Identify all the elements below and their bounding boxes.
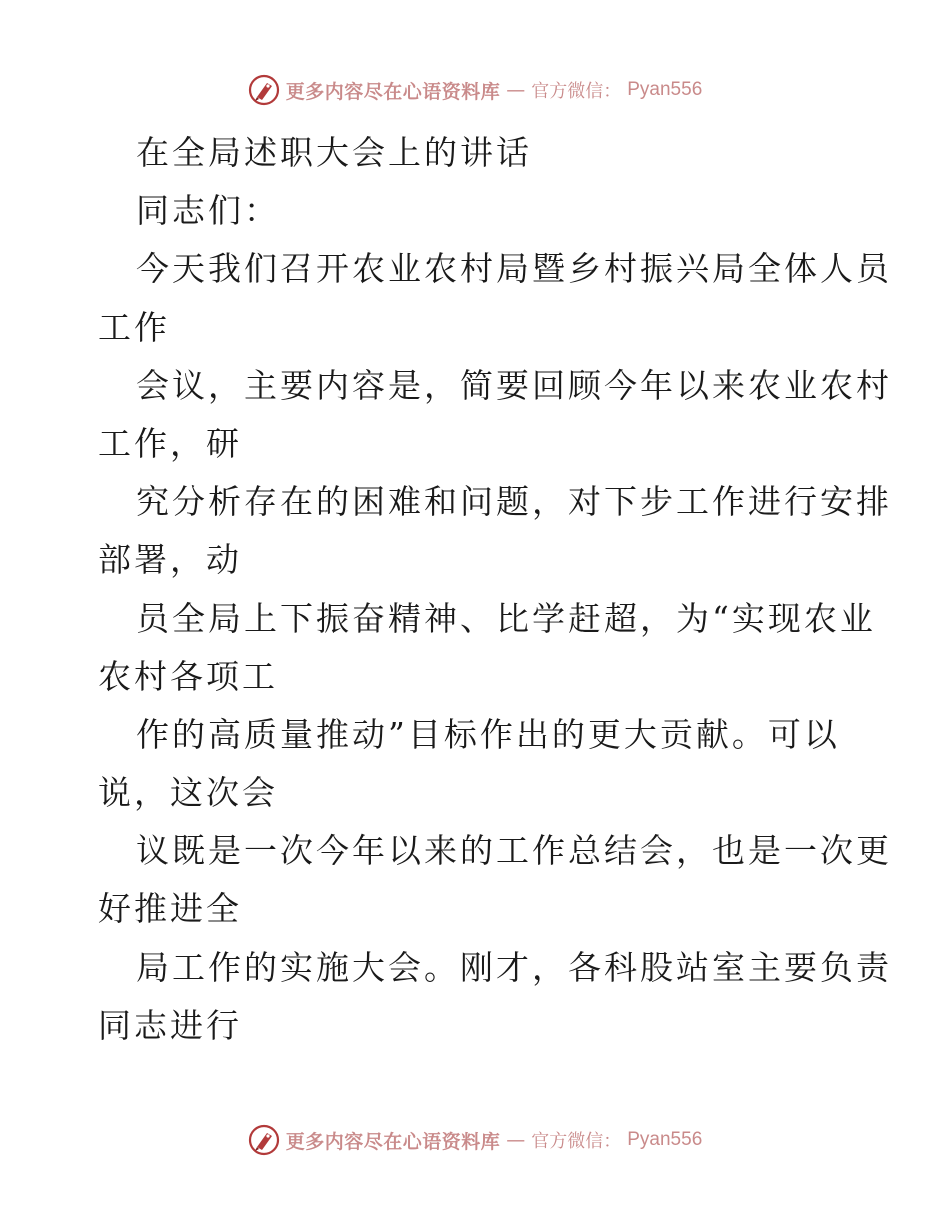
watermark-official-label: 官方微信： — [531, 81, 622, 102]
paragraph-line: 作的高质量推动”目标作出的更大贡献。可以 — [136, 714, 840, 754]
paragraph-line: 究分析存在的困难和问题，对下步工作进行安排 — [136, 482, 892, 522]
document-body — [98, 124, 892, 1055]
watermark-wechat-id: Pyan556 — [627, 79, 703, 100]
paragraph-line: 同志进行 — [98, 1005, 242, 1045]
paragraph-line: 局工作的实施大会。刚才，各科股站室主要负责 — [136, 947, 892, 987]
paragraph-line: 会议，主要内容是，简要回顾今年以来农业农村 — [136, 365, 892, 405]
paragraph-line: 部署，动 — [98, 540, 242, 580]
paragraph-line: 员全局上下振奋精神、比学赶超，为“实现农业 — [136, 598, 876, 638]
paragraph-line: 好推进全 — [98, 889, 242, 929]
paragraph-line: 工作，研 — [98, 423, 242, 463]
salutation: 同志们： — [136, 191, 280, 231]
footer-watermark — [0, 1120, 950, 1160]
paragraph-line: 议既是一次今年以来的工作总结会，也是一次更 — [136, 831, 892, 871]
watermark-brand-text: 更多内容尽在心语资料库 — [285, 80, 501, 103]
paragraph-line: 农村各项工 — [98, 656, 278, 696]
header-watermark — [0, 70, 950, 110]
watermark-separator: — — [506, 79, 526, 101]
paragraph-line: 今天我们召开农业农村局暨乡村振兴局全体人员 — [136, 249, 892, 289]
pen-nib-logo-icon — [248, 1124, 280, 1156]
watermark-brand-text: 更多内容尽在心语资料库 — [285, 1130, 501, 1153]
document-title: 在全局述职大会上的讲话 — [136, 133, 532, 172]
watermark-official-label: 官方微信： — [531, 1131, 622, 1152]
watermark-wechat-id: Pyan556 — [627, 1129, 703, 1150]
paragraph-line: 说，这次会 — [98, 773, 278, 813]
pen-nib-logo-icon — [248, 74, 280, 106]
watermark-separator: — — [506, 1129, 526, 1151]
paragraph-line: 工作 — [98, 307, 170, 347]
